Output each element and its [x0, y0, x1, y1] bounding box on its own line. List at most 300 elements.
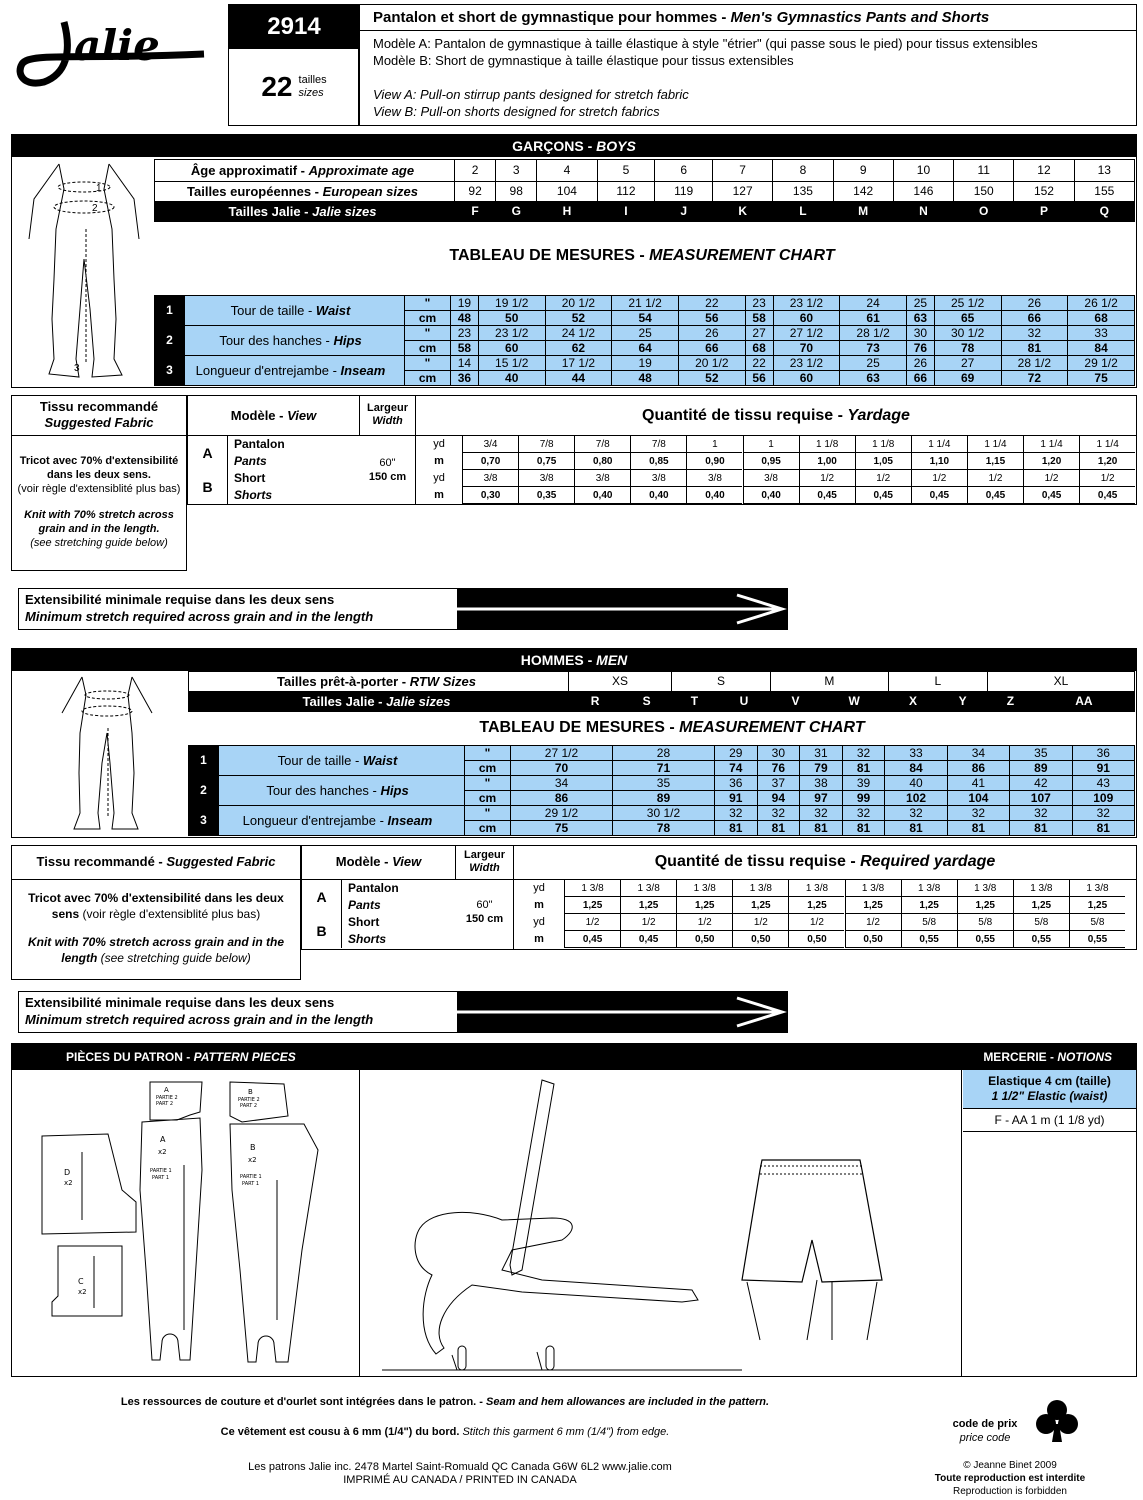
- yardage-yd-cell: 1/2: [855, 470, 911, 487]
- yardage-yd-cell: 1/2: [1079, 470, 1135, 487]
- yardage-m-cell: 1,25: [620, 897, 676, 914]
- svg-text:PARTIE 1: PARTIE 1: [150, 1168, 172, 1174]
- svg-text:x2: x2: [248, 1156, 257, 1164]
- size-count: 22: [261, 71, 293, 102]
- yardage-yd-cell: 3/8: [462, 470, 518, 487]
- yardage-yd-cell: 1/2: [799, 470, 855, 487]
- measure-in-cell: 32: [842, 746, 885, 761]
- measure-in-cell: 19: [612, 356, 679, 371]
- measure-cm-cell: 81: [757, 821, 800, 836]
- notions-title: MERCERIE - NOTIONS: [983, 1050, 1112, 1064]
- measure-in-cell: 25: [906, 296, 934, 311]
- measure-in-cell: 23: [451, 326, 479, 341]
- measure-in-cell: 29 1/2: [1068, 356, 1135, 371]
- yardage-yd-cell: 1/2: [911, 470, 967, 487]
- yardage-m-cell: 1,25: [901, 897, 957, 914]
- measure-cm-cell: 89: [1010, 761, 1072, 776]
- yardage-yd-cell: 1 3/8: [788, 880, 844, 897]
- measure-label: Longueur d'entrejambe - Inseam: [219, 806, 465, 836]
- yardage-m-cell: 0,35: [518, 487, 574, 504]
- measure-cm-cell: 60: [478, 341, 545, 356]
- yardage-m-cell: 0,45: [911, 487, 967, 504]
- yardage-yd-cell: 7/8: [518, 436, 574, 453]
- fig-label-3: 3: [74, 363, 80, 374]
- measure-in-cell: 40: [885, 776, 947, 791]
- yardage-m-cell: 1,25: [676, 897, 732, 914]
- svg-text:PARTIE 2: PARTIE 2: [238, 1097, 260, 1103]
- men-jalie-label: Tailles Jalie - Jalie sizes: [189, 692, 569, 712]
- view-letter: A: [302, 880, 342, 914]
- measure-cm-cell: 81: [714, 821, 757, 836]
- yardage-yd-cell: 1/2: [564, 914, 620, 931]
- measure-cm-cell: 81: [842, 821, 885, 836]
- measure-cm-cell: 56: [745, 371, 773, 386]
- measure-cm-cell: 52: [545, 311, 612, 326]
- yardage-yd-cell: 3/8: [630, 470, 686, 487]
- yardage-yd-cell: 3/4: [462, 436, 518, 453]
- measure-cm-cell: 81: [1001, 341, 1068, 356]
- measure-cm-cell: 71: [612, 761, 714, 776]
- yardage-m-cell: 0,30: [462, 487, 518, 504]
- yardage-yd-cell: 1 3/8: [676, 880, 732, 897]
- desc-en-a: View A: Pull-on stirrup pants designed for stretch fabric: [373, 87, 689, 102]
- jalie-logo: [14, 12, 209, 94]
- measure-cm-cell: 81: [1072, 821, 1134, 836]
- svg-text:x2: x2: [158, 1148, 167, 1156]
- measure-in-cell: 43: [1072, 776, 1134, 791]
- measure-in-cell: 36: [1072, 746, 1134, 761]
- yardage-m-cell: 0,70: [462, 453, 518, 470]
- svg-text:PART 1: PART 1: [152, 1175, 170, 1181]
- yardage-yd-cell: 1 3/8: [1013, 880, 1069, 897]
- measure-in-cell: 34: [511, 776, 613, 791]
- measure-in-cell: 15 1/2: [478, 356, 545, 371]
- men-header: HOMMES - MEN: [12, 649, 1136, 671]
- yardage-m-cell: 1,00: [799, 453, 855, 470]
- copyright: © Jeanne Binet 2009 Toute reproduction est interdite Reproduction is forbidden: [934, 1460, 1086, 1497]
- yardage-yd-cell: 1 1/4: [1079, 436, 1135, 453]
- measure-cm-cell: 78: [612, 821, 714, 836]
- measure-cm-cell: 44: [545, 371, 612, 386]
- measure-cm-cell: 68: [1068, 311, 1135, 326]
- measure-in-cell: 33: [1068, 326, 1135, 341]
- measure-cm-cell: 63: [906, 311, 934, 326]
- view-name: Pantalon Pants: [234, 437, 285, 468]
- sizes-fr: tailles: [298, 74, 327, 86]
- measure-cm-cell: 81: [885, 821, 947, 836]
- measure-cm-cell: 66: [1001, 311, 1068, 326]
- measure-cm-cell: 86: [947, 761, 1009, 776]
- yardage-m-cell: 0,80: [574, 453, 630, 470]
- measure-in-cell: 17 1/2: [545, 356, 612, 371]
- svg-text:PARTIE 2: PARTIE 2: [156, 1095, 178, 1101]
- measure-cm-cell: 70: [773, 341, 840, 356]
- notion-item-fr: Elastique 4 cm (taille): [988, 1074, 1111, 1088]
- desc-en-b: View B: Pull-on shorts designed for stretch fabrics: [373, 104, 660, 119]
- svg-text:B: B: [248, 1088, 253, 1096]
- yardage-yd-cell: 1 3/8: [732, 880, 788, 897]
- yardage-m-cell: 0,55: [901, 931, 957, 948]
- boys-header: GARÇONS - BOYS: [12, 135, 1136, 157]
- yardage-yd-cell: 1: [686, 436, 742, 453]
- yardage-yd-cell: 1/2: [732, 914, 788, 931]
- measure-cm-cell: 74: [714, 761, 757, 776]
- view-letter: A: [188, 436, 228, 470]
- measure-in-cell: 41: [947, 776, 1009, 791]
- measure-cm-cell: 81: [1010, 821, 1072, 836]
- measure-in-cell: 32: [1010, 806, 1072, 821]
- measure-in-cell: 23 1/2: [773, 296, 840, 311]
- measure-in-cell: 26: [678, 326, 745, 341]
- yardage-m-cell: 0,55: [1013, 931, 1069, 948]
- yardage-yd-cell: 1/2: [676, 914, 732, 931]
- yardage-m-cell: 0,75: [518, 453, 574, 470]
- measure-cm-cell: 91: [1072, 761, 1134, 776]
- measure-label: Tour de taille - Waist: [185, 296, 405, 326]
- measure-cm-cell: 75: [511, 821, 613, 836]
- measure-cm-cell: 97: [800, 791, 843, 806]
- yardage-m-cell: 0,45: [620, 931, 676, 948]
- yardage-m-cell: 0,50: [676, 931, 732, 948]
- men-chart-title: TABLEAU DE MESURES - MEASUREMENT CHART: [479, 719, 865, 736]
- yardage-m-cell: 1,25: [564, 897, 620, 914]
- yardage-m-cell: 1,25: [957, 897, 1013, 914]
- measure-in-cell: 42: [1010, 776, 1072, 791]
- measure-in-cell: 23 1/2: [773, 356, 840, 371]
- measure-label: Tour de taille - Waist: [219, 746, 465, 776]
- measure-in-cell: 20 1/2: [545, 296, 612, 311]
- measure-cm-cell: 64: [612, 341, 679, 356]
- measure-in-cell: 32: [947, 806, 1009, 821]
- measure-cm-cell: 36: [451, 371, 479, 386]
- measure-in-cell: 39: [842, 776, 885, 791]
- svg-text:x2: x2: [64, 1179, 73, 1187]
- measure-number: 1: [189, 746, 219, 776]
- yardage-m-cell: 1,10: [911, 453, 967, 470]
- measure-in-cell: 34: [947, 746, 1009, 761]
- measure-in-cell: 30 1/2: [612, 806, 714, 821]
- notion-item-en: 1 1/2" Elastic (waist): [991, 1089, 1108, 1103]
- measure-cm-cell: 54: [612, 311, 679, 326]
- yardage-yd-cell: 1 1/4: [1023, 436, 1079, 453]
- measure-in-cell: 32: [1072, 806, 1134, 821]
- yardage-yd-cell: 3/8: [518, 470, 574, 487]
- measure-cm-cell: 91: [714, 791, 757, 806]
- measure-cm-cell: 58: [451, 341, 479, 356]
- notions-box: [963, 1070, 1136, 1376]
- eu-label: Tailles européennes - European sizes: [155, 182, 455, 202]
- yardage-m-cell: 0,90: [686, 453, 742, 470]
- measure-in-cell: 26: [1001, 296, 1068, 311]
- yardage-yd-cell: 1 3/8: [957, 880, 1013, 897]
- yardage-yd-cell: 1 3/8: [564, 880, 620, 897]
- title-box: [358, 4, 1137, 126]
- boys-size-table: Âge approximatif - Approximate age 2 3 4 5 6 7 8 9 10 11 12 13 Tailles européennes - European sizes 92 98 104 112 119 127 135 142 146 150 152 155 Tailles Jalie - Jalie sizes F G H I J K L M N O P Q: [154, 159, 1135, 222]
- measure-in-cell: 22: [678, 296, 745, 311]
- yardage-m-cell: 1,25: [845, 897, 901, 914]
- measure-cm-cell: 61: [840, 311, 907, 326]
- view-letter: B: [188, 470, 228, 504]
- age-label: Âge approximatif - Approximate age: [155, 160, 455, 182]
- measure-cm-cell: 89: [612, 791, 714, 806]
- measure-in-cell: 23 1/2: [478, 326, 545, 341]
- svg-text:A: A: [164, 1086, 169, 1094]
- measure-in-cell: 30: [906, 326, 934, 341]
- yardage-m-cell: 0,40: [574, 487, 630, 504]
- yardage-m-cell: 0,40: [686, 487, 742, 504]
- yardage-yd-cell: 3/8: [743, 470, 799, 487]
- svg-text:B: B: [250, 1143, 256, 1152]
- yardage-yd-cell: 1/2: [967, 470, 1023, 487]
- men-section: [11, 648, 1137, 838]
- stretch-guide-2: Extensibilité minimale requise dans les deux sens Minimum stretch required across grain and in the length: [18, 991, 788, 1033]
- yardage-m-cell: 0,85: [630, 453, 686, 470]
- measure-cm-cell: 79: [800, 761, 843, 776]
- measure-in-cell: 26 1/2: [1068, 296, 1135, 311]
- rtw-label: Tailles prêt-à-porter - RTW Sizes: [189, 672, 569, 692]
- measure-cm-cell: 66: [906, 371, 934, 386]
- yardage-yd-cell: 5/8: [957, 914, 1013, 931]
- stretch-guide-1: Extensibilité minimale requise dans les deux sens Minimum stretch required across grain and in the length: [18, 588, 788, 630]
- measure-cm-cell: 70: [511, 761, 613, 776]
- yardage-m-cell: 1,25: [732, 897, 788, 914]
- measure-in-cell: 32: [757, 806, 800, 821]
- measure-cm-cell: 75: [1068, 371, 1135, 386]
- men-figure: [52, 673, 162, 835]
- yardage-m-cell: 0,50: [732, 931, 788, 948]
- measure-cm-cell: 40: [478, 371, 545, 386]
- measure-cm-cell: 78: [934, 341, 1001, 356]
- measure-cm-cell: 48: [451, 311, 479, 326]
- view-name: Pantalon Pants: [348, 881, 399, 912]
- yardage-m-cell: 1,25: [1013, 897, 1069, 914]
- measure-cm-cell: 94: [757, 791, 800, 806]
- measure-cm-cell: 65: [934, 311, 1001, 326]
- measure-in-cell: 24 1/2: [545, 326, 612, 341]
- svg-text:x2: x2: [78, 1288, 87, 1296]
- measure-cm-cell: 68: [745, 341, 773, 356]
- measure-in-cell: 25: [612, 326, 679, 341]
- measure-number: 2: [189, 776, 219, 806]
- measure-cm-cell: 99: [842, 791, 885, 806]
- sizes-en: sizes: [298, 87, 324, 99]
- measure-cm-cell: 107: [1010, 791, 1072, 806]
- yardage-yd-cell: 1 3/8: [845, 880, 901, 897]
- club-icon: [1034, 1398, 1080, 1444]
- yardage-yd-cell: 1/2: [845, 914, 901, 931]
- measure-cm-cell: 52: [678, 371, 745, 386]
- measure-in-cell: 27: [934, 356, 1001, 371]
- measure-in-cell: 23: [745, 296, 773, 311]
- measure-in-cell: 27 1/2: [511, 746, 613, 761]
- yardage-m-cell: 0,40: [743, 487, 799, 504]
- measure-row: 2 Tour des hanches - Hips " 34 35 36 37 38 39 40 41 42 43: [189, 776, 1135, 791]
- measure-in-cell: 32: [800, 806, 843, 821]
- desc-fr-a: Modèle A: Pantalon de gymnastique à taille élastique à style "étrier" (qui passe sous le pied) pour tissus extensibles: [373, 36, 1038, 51]
- measure-cm-cell: 81: [800, 821, 843, 836]
- measure-in-cell: 29: [714, 746, 757, 761]
- measure-cm-cell: 81: [842, 761, 885, 776]
- title-en: Men's Gymnastics Pants and Shorts: [730, 9, 990, 26]
- footer-address: Les patrons Jalie inc. 2478 Martel Saint-Romuald QC Canada G6W 6L2 www.jalie.com: [248, 1461, 672, 1473]
- measure-row: 1 Tour de taille - Waist " 19 19 1/2 20 1/2 21 1/2 22 23 23 1/2 24 25 25 1/2 26 26 1/2: [155, 296, 1135, 311]
- fig-label-1: 1: [96, 183, 102, 194]
- yardage-yd-cell: 1/2: [788, 914, 844, 931]
- yardage-m-cell: 0,45: [1023, 487, 1079, 504]
- view-name: Short Shorts: [348, 915, 387, 946]
- yardage-m-cell: 0,45: [564, 931, 620, 948]
- view-name: Short Shorts: [234, 471, 273, 502]
- measure-in-cell: 26: [906, 356, 934, 371]
- measure-in-cell: 30 1/2: [934, 326, 1001, 341]
- measure-cm-cell: 76: [906, 341, 934, 356]
- svg-text:alie: alie: [74, 21, 160, 70]
- measure-in-cell: 20 1/2: [678, 356, 745, 371]
- footer-seam: Les ressources de couture et d'ourlet sont intégrées dans le patron. - Seam and hem allowances are included in the pattern.: [120, 1396, 770, 1408]
- measure-cm-cell: 56: [678, 311, 745, 326]
- svg-text:A: A: [160, 1135, 166, 1144]
- yardage-m-cell: 0,45: [855, 487, 911, 504]
- men-yardage-box: Modèle - View Largeur Width Quantité de tissu requise - Required yardage 60" 150 cm A Pantalon Pants yd m 1 3/8 1,25 1 3/8 1,25 1 3/8 1,25 1 3/8 1,25 1 3/8 1,25 1 3/8 1,25 1 3/8 1,25 1 3/8 1,25 1 3/8 1,25 1 3/8 1,25 B Short Shorts yd m 1/2 0,45 1/2 0,45 1/2 0,50 1/2 0,50 1/2 0,50 1/2 0,50 5/8 0,55 5/8 0,55 5/8 0,55 5/8 0,55: [301, 845, 1137, 950]
- svg-text:D: D: [64, 1168, 71, 1177]
- pieces-title: PIÈCES DU PATRON - PATTERN PIECES: [66, 1050, 296, 1064]
- pattern-pieces-section: [11, 1043, 1137, 1377]
- svg-text:C: C: [78, 1277, 84, 1286]
- yardage-yd-cell: 5/8: [1013, 914, 1069, 931]
- yardage-yd-cell: 1/2: [620, 914, 676, 931]
- boys-figure: [14, 159, 154, 385]
- title-fr: Pantalon et short de gymnastique pour hommes -: [373, 9, 731, 26]
- measure-row: 3 Longueur d'entrejambe - Inseam " 29 1/2 30 1/2 32 32 32 32 32 32 32 32: [189, 806, 1135, 821]
- yardage-m-cell: 0,55: [957, 931, 1013, 948]
- measure-cm-cell: 58: [745, 311, 773, 326]
- measure-in-cell: 28: [612, 746, 714, 761]
- measure-label: Tour des hanches - Hips: [185, 326, 405, 356]
- jalie-label: Tailles Jalie - Jalie sizes: [155, 202, 455, 222]
- measure-number: 2: [155, 326, 185, 356]
- measure-in-cell: 25: [840, 356, 907, 371]
- measure-in-cell: 30: [757, 746, 800, 761]
- svg-text:PART 1: PART 1: [242, 1181, 260, 1187]
- yardage-yd-cell: 1 1/4: [911, 436, 967, 453]
- measure-in-cell: 28 1/2: [840, 326, 907, 341]
- yardage-yd-cell: 1 3/8: [1069, 880, 1125, 897]
- measure-in-cell: 29 1/2: [511, 806, 613, 821]
- men-fabric-box: Tissu recommandé - Suggested Fabric Tricot avec 70% d'extensibilité dans les deux sens (voir règle d'extensiblité plus bas) Knit with 70% stretch across grain and in the length (see stretching guide below): [11, 845, 301, 980]
- measure-cm-cell: 84: [885, 761, 947, 776]
- measure-cm-cell: 62: [545, 341, 612, 356]
- boys-chart-title: TABLEAU DE MESURES - MEASUREMENT CHART: [449, 247, 835, 264]
- measure-cm-cell: 81: [947, 821, 1009, 836]
- measure-label: Tour des hanches - Hips: [219, 776, 465, 806]
- measure-label: Longueur d'entrejambe - Inseam: [185, 356, 405, 386]
- measure-number: 3: [189, 806, 219, 836]
- yardage-yd-cell: 1 3/8: [901, 880, 957, 897]
- measure-in-cell: 24: [840, 296, 907, 311]
- measure-cm-cell: 48: [612, 371, 679, 386]
- garment-illustration: [362, 1070, 962, 1376]
- measure-cm-cell: 72: [1001, 371, 1068, 386]
- measure-in-cell: 32: [885, 806, 947, 821]
- measure-in-cell: 27: [745, 326, 773, 341]
- yardage-yd-cell: 1 1/8: [855, 436, 911, 453]
- measure-cm-cell: 60: [773, 311, 840, 326]
- yardage-m-cell: 1,25: [1069, 897, 1125, 914]
- yardage-m-cell: 1,20: [1023, 453, 1079, 470]
- measure-cm-cell: 69: [934, 371, 1001, 386]
- yardage-m-cell: 0,45: [1079, 487, 1135, 504]
- measure-in-cell: 31: [800, 746, 843, 761]
- pattern-pieces-drawing: [12, 1070, 360, 1376]
- measure-cm-cell: 84: [1068, 341, 1135, 356]
- svg-text:PART 2: PART 2: [240, 1103, 258, 1109]
- yardage-m-cell: 1,05: [855, 453, 911, 470]
- footer-stitch: Ce vêtement est cousu à 6 mm (1/4") du bord. Stitch this garment 6 mm (1/4") from edge.: [220, 1426, 670, 1438]
- yardage-yd-cell: 1 1/8: [799, 436, 855, 453]
- measure-cm-cell: 50: [478, 311, 545, 326]
- measure-in-cell: 35: [1010, 746, 1072, 761]
- measure-row: 1 Tour de taille - Waist " 27 1/2 28 29 30 31 32 33 34 35 36: [189, 746, 1135, 761]
- measure-in-cell: 27 1/2: [773, 326, 840, 341]
- svg-text:PARTIE 1: PARTIE 1: [240, 1174, 262, 1180]
- measure-in-cell: 22: [745, 356, 773, 371]
- measure-in-cell: 28 1/2: [1001, 356, 1068, 371]
- yardage-yd-cell: 1 1/4: [967, 436, 1023, 453]
- yardage-yd-cell: 1/2: [1023, 470, 1079, 487]
- measure-cm-cell: 102: [885, 791, 947, 806]
- price-code: code de prix price code: [952, 1418, 1018, 1444]
- measure-cm-cell: 66: [678, 341, 745, 356]
- yardage-m-cell: 0,45: [967, 487, 1023, 504]
- yardage-m-cell: 0,40: [630, 487, 686, 504]
- measure-cm-cell: 60: [773, 371, 840, 386]
- yardage-yd-cell: 1 3/8: [620, 880, 676, 897]
- measure-in-cell: 25 1/2: [934, 296, 1001, 311]
- measure-cm-cell: 76: [757, 761, 800, 776]
- measure-cm-cell: 63: [840, 371, 907, 386]
- footer-printed: IMPRIMÉ AU CANADA / PRINTED IN CANADA: [343, 1474, 577, 1486]
- yardage-yd-cell: 7/8: [630, 436, 686, 453]
- yardage-m-cell: 1,15: [967, 453, 1023, 470]
- yardage-yd-cell: 5/8: [1069, 914, 1125, 931]
- measure-row: 2 Tour des hanches - Hips " 23 23 1/2 24 1/2 25 26 27 27 1/2 28 1/2 30 30 1/2 32 33: [155, 326, 1135, 341]
- pattern-number-box: [228, 4, 360, 126]
- measure-cm-cell: 86: [511, 791, 613, 806]
- measure-cm-cell: 109: [1072, 791, 1134, 806]
- boys-section: [11, 134, 1137, 388]
- yardage-m-cell: 1,20: [1079, 453, 1135, 470]
- desc-fr-b: Modèle B: Short de gymnastique à taille élastique pour tissus extensibles: [373, 53, 794, 68]
- boys-measure-table: 1 Tour de taille - Waist " 19 19 1/2 20 1/2 21 1/2 22 23 23 1/2 24 25 25 1/2 26 26 1/2 cm 48 50 52 54 56 58 60 61 63 65 66 68 2 Tour des hanches - Hips " 23 23 1/2 24 1/2 25 26 27 27 1/2 28 1/2 30 30 1/2 32 33 cm 58 60 62 64 66 68 70 73 76 78 81 84 3 Longueur d'entrejambe - Inseam " 14 15 1/2 17 1/2 19 20 1/2 22 23 1/2 25 26 27 28 1/2 29 1/2 cm 36 40 44 48 52 56 60 63 66 69 72 75: [154, 295, 1135, 386]
- svg-text:PART 2: PART 2: [156, 1101, 174, 1107]
- men-measure-table: 1 Tour de taille - Waist " 27 1/2 28 29 30 31 32 33 34 35 36 cm 70 71 74 76 79 81 84 86 89 91 2 Tour des hanches - Hips " 34 35 36 37 38 39 40 41 42 43 cm 86 89 91 94 97 99 102 104 107 109 3 Longueur d'entrejambe - Inseam " 29 1/2 30 1/2 32 32 32 32 32 32 32 32 cm 75 78 81 81 81 81 81 81 81 81: [188, 745, 1135, 836]
- boys-fabric-box: Tissu recommandé Suggested Fabric Tricot avec 70% d'extensibilité dans les deux sens. (voir règle d'extensiblité plus bas) Knit with 70% stretch across grain and in the length. (see stretching guide below): [11, 395, 187, 571]
- measure-number: 3: [155, 356, 185, 386]
- boys-yardage-box: Modèle - View Largeur Width Quantité de tissu requise - Yardage 60" 150 cm A Pantalon Pants yd m 3/4 0,70 7/8 0,75 7/8 0,80 7/8 0,85 1 0,90 1 0,95 1 1/8 1,00 1 1/8 1,05 1 1/4 1,10 1 1/4 1,15 1 1/4 1,20 1 1/4 1,20 B Short Shorts yd m 3/8 0,30 3/8 0,35 3/8 0,40 3/8 0,40 3/8 0,40 3/8 0,40 1/2 0,45 1/2 0,45 1/2 0,45 1/2 0,45 1/2 0,45 1/2 0,45: [187, 395, 1137, 505]
- measure-in-cell: 32: [1001, 326, 1068, 341]
- pattern-number: 2914: [229, 5, 359, 49]
- yardage-m-cell: 0,45: [799, 487, 855, 504]
- yardage-m-cell: 1,25: [788, 897, 844, 914]
- yardage-m-cell: 0,50: [845, 931, 901, 948]
- yardage-yd-cell: 3/8: [686, 470, 742, 487]
- measure-in-cell: 19 1/2: [478, 296, 545, 311]
- men-size-table: Tailles prêt-à-porter - RTW Sizes XS S M L XL Tailles Jalie - Jalie sizes R S T U V W X Y Z AA: [188, 671, 1135, 712]
- measure-in-cell: 38: [800, 776, 843, 791]
- measure-in-cell: 21 1/2: [612, 296, 679, 311]
- yardage-yd-cell: 3/8: [574, 470, 630, 487]
- yardage-m-cell: 0,95: [743, 453, 799, 470]
